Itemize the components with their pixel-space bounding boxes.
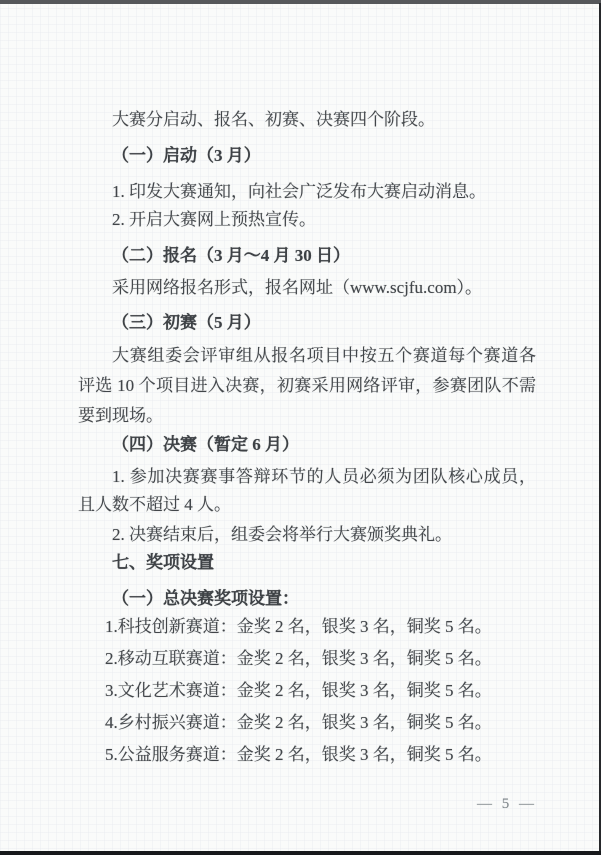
award-item-2: 2.移动互联赛道：金奖 2 名，银奖 3 名，铜奖 5 名。 [105,649,492,668]
stage-4-item-2: 2. 决赛结束后，组委会将举行大赛颁奖典礼。 [112,525,452,544]
award-item-1: 1.科技创新赛道：金奖 2 名，银奖 3 名，铜奖 5 名。 [105,617,492,636]
stage-2-heading: （二）报名（3 月～4 月 30 日） [112,246,350,265]
stage-4-heading: （四）决赛（暂定 6 月） [112,435,299,454]
stage-4-item-1: 1. 参加决赛赛事答辩环节的人员必须为团队核心成员，且人数不超过 4 人。 [78,467,536,514]
stage-1-item-1: 1. 印发大赛通知，向社会广泛发布大赛启动消息。 [112,182,486,201]
stage-2-paragraph: 采用网络报名形式，报名网址（www.scjfu.com）。 [112,278,483,297]
document-body [78,110,536,765]
stage-1-heading: （一）启动（3 月） [112,146,261,165]
scan-top-edge [0,0,601,4]
awards-subheading: （一）总决赛奖项设置： [112,589,299,608]
awards-section-heading: 七、奖项设置 [112,553,214,572]
intro-paragraph: 大赛分启动、报名、初赛、决赛四个阶段。 [112,110,435,129]
scan-bottom-edge [0,851,601,855]
stage-3-paragraph: 大赛组委会评审组从报名项目中按五个赛道每个赛道各评选 10 个项目进入决赛，初赛采用网络评审，参赛团队不需要到现场。 [78,346,536,425]
award-item-3: 3.文化艺术赛道：金奖 2 名，银奖 3 名，铜奖 5 名。 [105,681,492,700]
stage-3-heading: （三）初赛（5 月） [112,313,261,332]
award-item-5: 5.公益服务赛道：金奖 2 名，银奖 3 名，铜奖 5 名。 [105,745,492,764]
award-item-4: 4.乡村振兴赛道：金奖 2 名，银奖 3 名，铜奖 5 名。 [105,713,492,732]
page-number: — 5 — [477,796,537,812]
stage-1-item-2: 2. 开启大赛网上预热宣传。 [112,210,316,229]
